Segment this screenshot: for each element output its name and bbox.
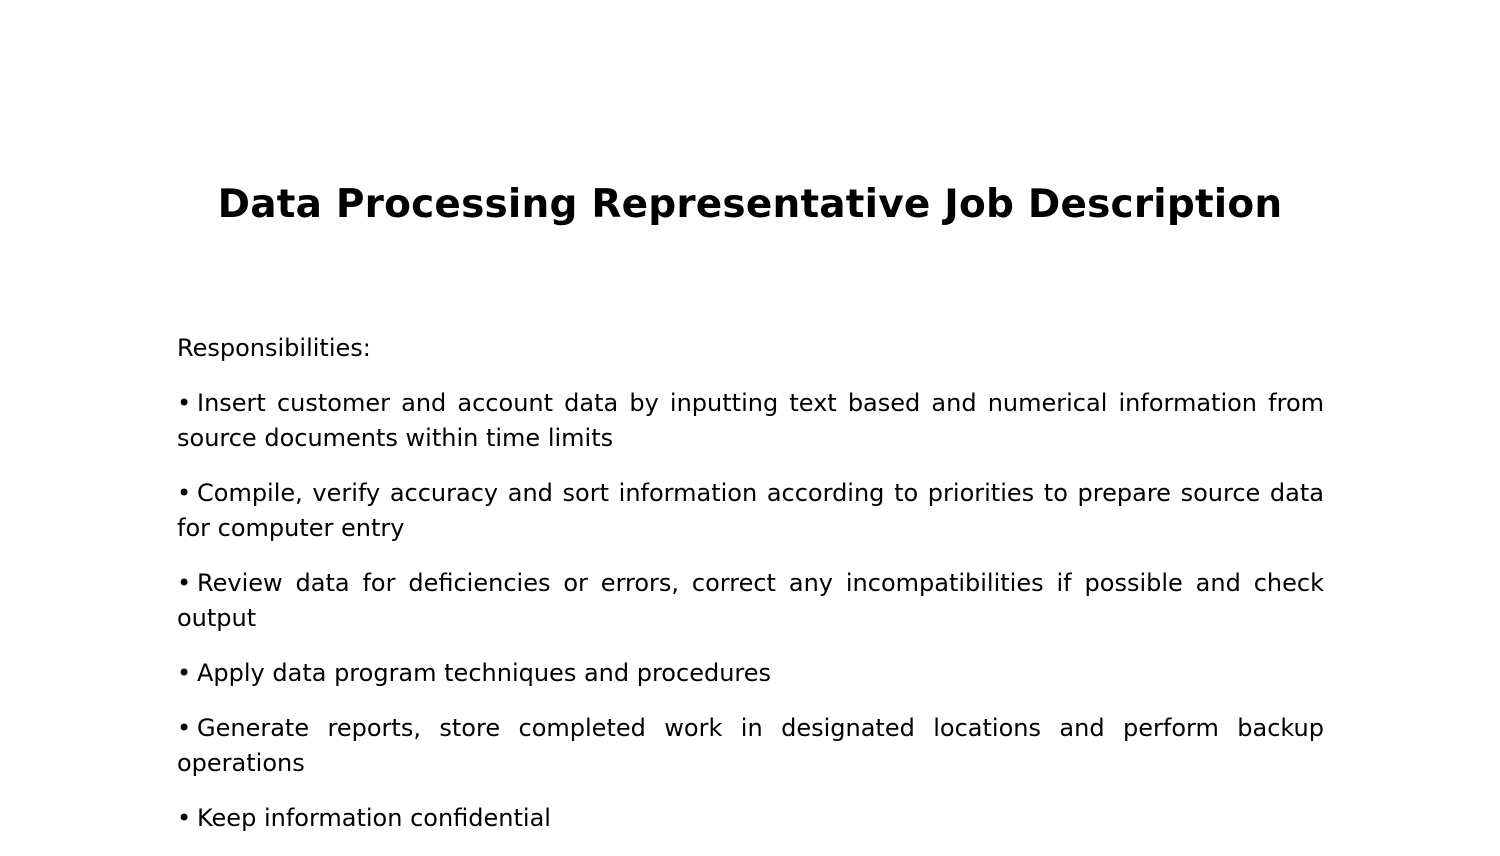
- list-item-text: Compile, verify accuracy and sort information according to priorities to prepare source data for computer entry: [177, 479, 1324, 542]
- list-item: [177, 656, 1324, 691]
- list-item: [177, 476, 1324, 546]
- list-item: [177, 711, 1324, 781]
- document-body: [177, 331, 1324, 856]
- list-item: [177, 386, 1324, 456]
- list-item: [177, 801, 1324, 836]
- bullet-icon: •: [177, 479, 192, 507]
- bullet-icon: •: [177, 659, 192, 687]
- responsibilities-list: [177, 386, 1324, 836]
- bullet-icon: •: [177, 389, 192, 417]
- document-title: Data Processing Representative Job Description: [217, 182, 1283, 227]
- list-item-text: Insert customer and account data by inputting text based and numerical information from source documents within time limits: [177, 389, 1324, 452]
- list-item-text: Generate reports, store completed work in designated locations and perform backup operations: [177, 714, 1324, 777]
- list-item-text: Review data for deficiencies or errors, correct any incompatibilities if possible and check output: [177, 569, 1324, 632]
- responsibilities-heading: Responsibilities:: [177, 334, 371, 362]
- list-item-text: Keep information confidential: [197, 804, 551, 832]
- bullet-icon: •: [177, 804, 192, 832]
- bullet-icon: •: [177, 714, 192, 742]
- list-item: [177, 566, 1324, 636]
- list-item-text: Apply data program techniques and procedures: [197, 659, 772, 687]
- bullet-icon: •: [177, 569, 192, 597]
